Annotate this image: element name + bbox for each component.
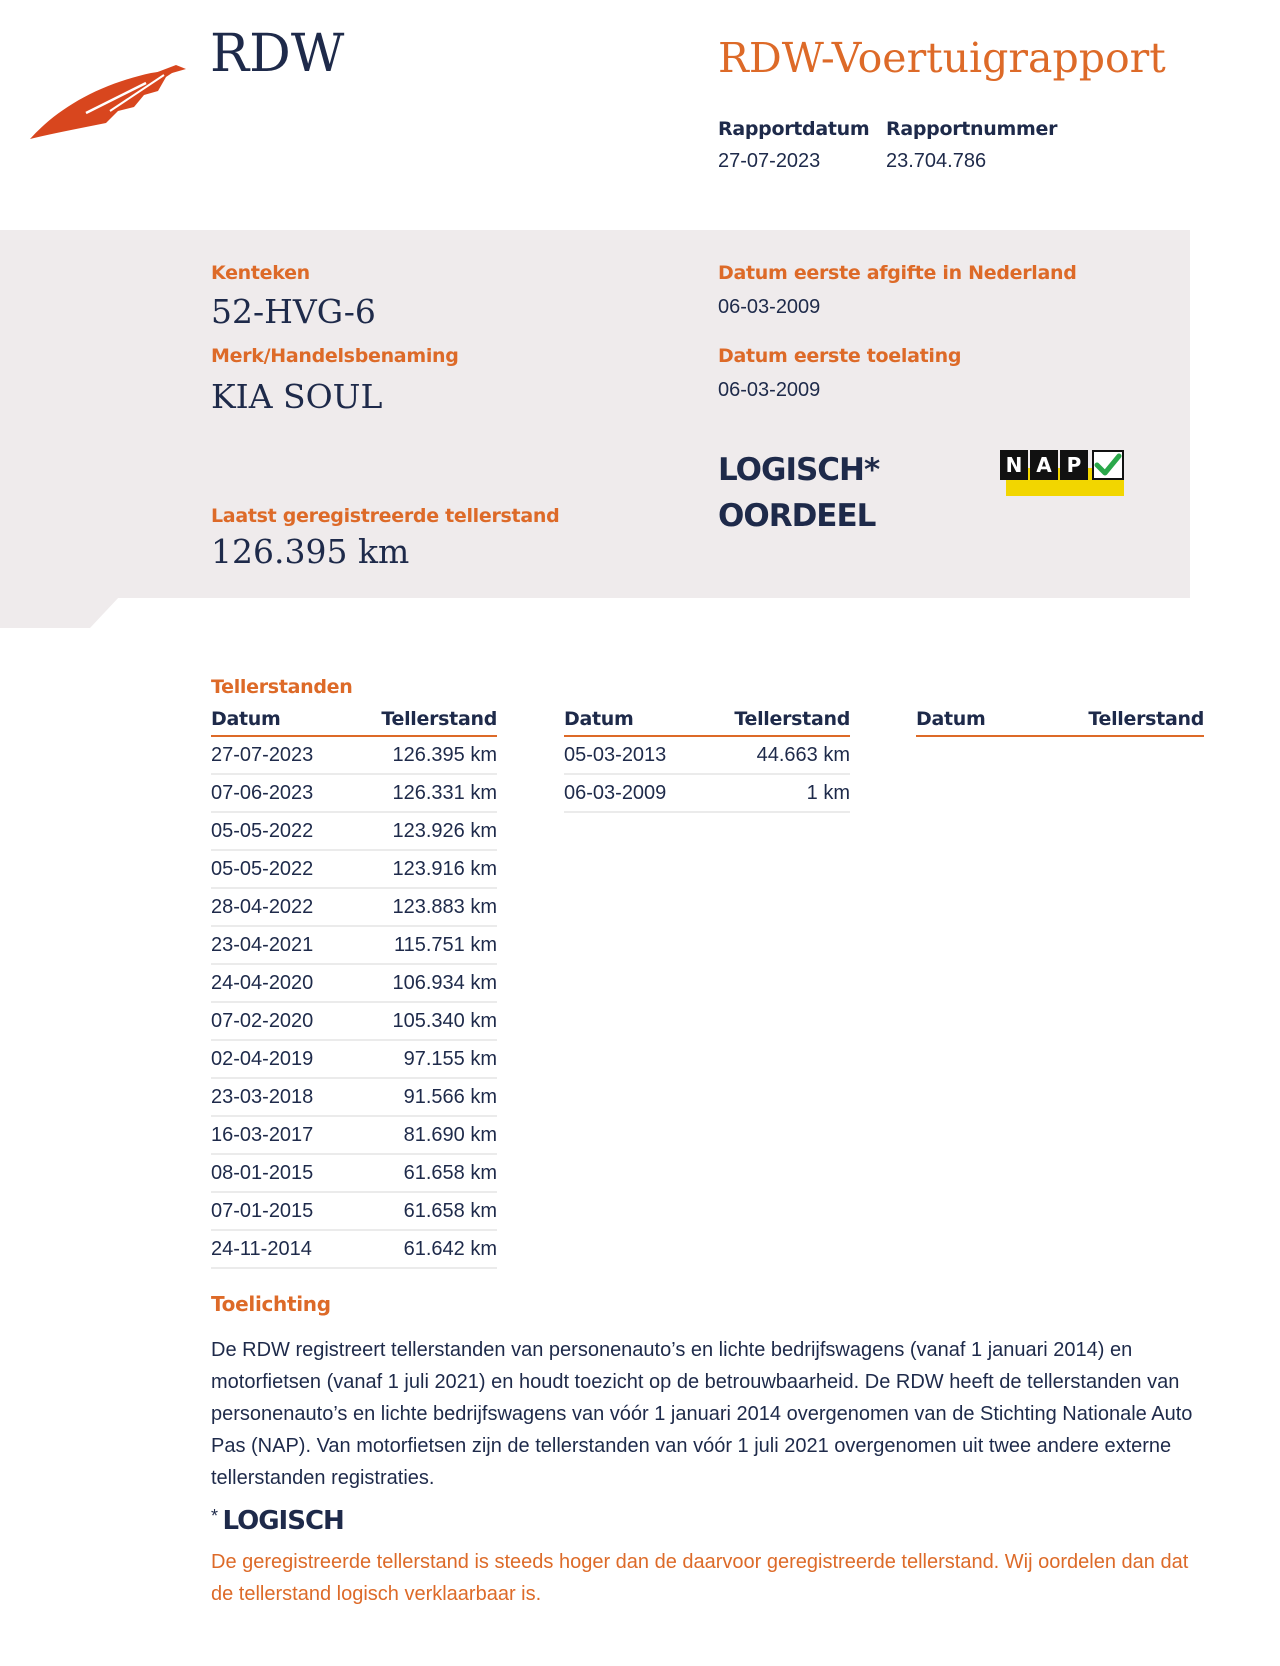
reading-km: 61.642 km <box>345 1230 497 1268</box>
verdict-line1: LOGISCH* <box>718 452 880 488</box>
table-row <box>211 1230 497 1268</box>
verdict-line2: OORDEEL <box>718 498 876 534</box>
first-admission-label: Datum eerste toelating <box>718 345 962 367</box>
table-row <box>211 1040 497 1078</box>
first-admission-value: 06-03-2009 <box>718 379 821 401</box>
reading-date: 05-03-2013 <box>564 736 698 774</box>
col-reading-header: Tellerstand <box>1024 707 1204 736</box>
table-row <box>211 1154 497 1192</box>
reading-date: 07-01-2015 <box>211 1192 345 1230</box>
table-row <box>211 1002 497 1040</box>
report-number-label: Rapportnummer <box>886 118 1058 140</box>
first-issue-nl-value: 06-03-2009 <box>718 296 821 318</box>
plate-value: 52-HVG-6 <box>211 292 376 331</box>
col-date-header: Datum <box>564 707 698 736</box>
reading-date: 23-04-2021 <box>211 926 345 964</box>
explanation-text: De RDW registreert tellerstanden van personenauto’s en lichte bedrijfswagens (vanaf 1 januari 2014) en motorfietsen (vanaf 1 juli 2021) en houdt toezicht op de betrouwbaarheid. De RDW heeft de tellerstanden van personenauto’s en lichte bedrijfswagens van vóór 1 januari 2014 overgenomen van de Stichting Nationale Auto Pas (NAP). Van motorfietsen zijn de tellerstanden van vóór 1 juli 2021 overgenomen uit twee andere externe tellerstanden registraties. <box>211 1339 1193 1489</box>
reading-date: 07-02-2020 <box>211 1002 345 1040</box>
footnote-text: De geregistreerde tellerstand is steeds hoger dan de daarvoor geregistreerde tellerstand. Wij oordelen dan dat de tellerstand logisch verklaarbaar is. <box>211 1551 1189 1605</box>
col-reading-header: Tellerstand <box>698 707 850 736</box>
last-reading-value: 126.395 km <box>211 532 410 571</box>
rdw-logo-icon <box>26 55 191 145</box>
report-title: RDW-Voertuigrapport <box>718 34 1166 82</box>
footnote-title: LOGISCH <box>222 1506 344 1536</box>
table-row <box>211 926 497 964</box>
readings-body-1 <box>211 736 497 1268</box>
readings-table-1 <box>211 707 497 1269</box>
reading-date: 28-04-2022 <box>211 888 345 926</box>
reading-date: 08-01-2015 <box>211 1154 345 1192</box>
summary-panel <box>0 230 1190 598</box>
reading-km: 91.566 km <box>345 1078 497 1116</box>
reading-date: 05-05-2022 <box>211 812 345 850</box>
brand-value: KIA SOUL <box>211 377 383 416</box>
summary-panel-tab <box>0 596 120 628</box>
reading-km: 81.690 km <box>345 1116 497 1154</box>
table-row <box>564 736 850 774</box>
reading-date: 23-03-2018 <box>211 1078 345 1116</box>
reading-km: 126.331 km <box>345 774 497 812</box>
nap-letter-n: N <box>1000 450 1028 480</box>
table-row <box>211 812 497 850</box>
reading-date: 02-04-2019 <box>211 1040 345 1078</box>
plate-label: Kenteken <box>211 262 310 284</box>
col-date-header: Datum <box>211 707 345 736</box>
readings-table-3 <box>916 707 1204 737</box>
reading-date: 06-03-2009 <box>564 774 698 812</box>
reading-date: 05-05-2022 <box>211 850 345 888</box>
reading-date: 07-06-2023 <box>211 774 345 812</box>
last-reading-label: Laatst geregistreerde tellerstand <box>211 505 560 527</box>
nap-badge <box>1000 450 1124 496</box>
explanation-label: Toelichting <box>211 1292 331 1316</box>
table-row <box>211 774 497 812</box>
reading-km: 105.340 km <box>345 1002 497 1040</box>
first-issue-nl-label: Datum eerste afgifte in Nederland <box>718 262 1077 284</box>
report-date-label: Rapportdatum <box>718 118 870 140</box>
reading-date: 16-03-2017 <box>211 1116 345 1154</box>
table-row <box>211 736 497 774</box>
reading-km: 61.658 km <box>345 1154 497 1192</box>
table-row <box>211 964 497 1002</box>
col-reading-header: Tellerstand <box>345 707 497 736</box>
report-number: 23.704.786 <box>886 150 987 172</box>
table-row <box>211 888 497 926</box>
footnote-star: * <box>211 1506 219 1526</box>
nap-letter-p: P <box>1060 450 1088 480</box>
readings-table-2 <box>564 707 850 813</box>
check-icon <box>1092 450 1124 480</box>
reading-km: 123.883 km <box>345 888 497 926</box>
reading-date: 24-04-2020 <box>211 964 345 1002</box>
reading-date: 27-07-2023 <box>211 736 345 774</box>
logo-text: RDW <box>210 24 345 84</box>
reading-km: 44.663 km <box>698 736 850 774</box>
reading-km: 106.934 km <box>345 964 497 1002</box>
reading-km: 97.155 km <box>345 1040 497 1078</box>
brand-label: Merk/Handelsbenaming <box>211 345 459 367</box>
footnote-heading <box>211 1506 344 1536</box>
col-date-header: Datum <box>916 707 1024 736</box>
table-row <box>211 1192 497 1230</box>
report-date: 27-07-2023 <box>718 150 821 172</box>
reading-km: 115.751 km <box>345 926 497 964</box>
table-row <box>564 774 850 812</box>
reading-km: 123.916 km <box>345 850 497 888</box>
table-row <box>211 850 497 888</box>
table-row <box>211 1078 497 1116</box>
reading-date: 24-11-2014 <box>211 1230 345 1268</box>
reading-km: 61.658 km <box>345 1192 497 1230</box>
reading-km: 126.395 km <box>345 736 497 774</box>
readings-section-label: Tellerstanden <box>211 676 353 698</box>
table-row <box>211 1116 497 1154</box>
nap-letter-a: A <box>1030 450 1058 480</box>
reading-km: 1 km <box>698 774 850 812</box>
reading-km: 123.926 km <box>345 812 497 850</box>
readings-body-2 <box>564 736 850 812</box>
